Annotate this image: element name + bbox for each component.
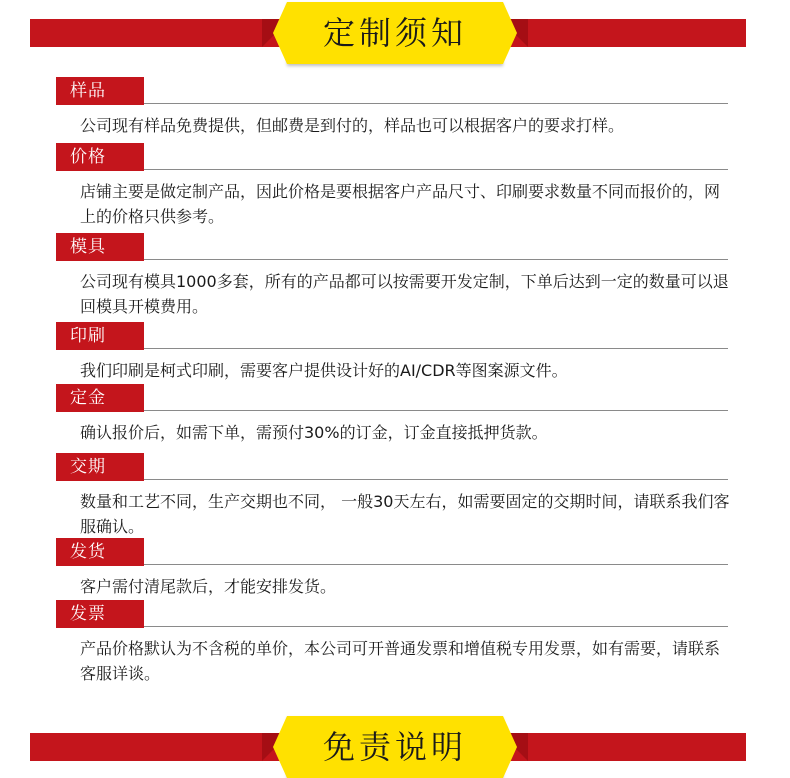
section-shipping	[56, 538, 728, 599]
top-banner	[0, 2, 790, 64]
banner-title: 免责说明	[322, 728, 467, 766]
section-tag: 样品	[56, 77, 144, 105]
section-tag: 交期	[56, 453, 144, 481]
banner-right-bar	[500, 19, 746, 47]
section-text: 公司现有模具1000多套，所有的产品都可以按需要开发定制，下单后达到一定的数量可以退回模具开模费用。	[80, 272, 729, 316]
section-text: 我们印刷是柯式印刷，需要客户提供设计好的AI/CDR等图案源文件。	[80, 361, 568, 380]
bottom-banner	[0, 716, 790, 778]
banner-right-bar	[500, 733, 746, 761]
section-header	[56, 538, 728, 566]
section-divider	[144, 259, 728, 260]
section-divider	[144, 348, 728, 349]
section-tag: 定金	[56, 384, 144, 412]
section-printing	[56, 322, 728, 383]
section-text: 数量和工艺不同，生产交期也不同， 一般30天左右，如需要固定的交期时间，请联系我们客服确认。	[80, 492, 730, 536]
section-divider	[144, 564, 728, 565]
section-divider	[144, 479, 728, 480]
banner-left-bar	[30, 733, 290, 761]
section-tag: 价格	[56, 143, 144, 171]
section-text: 产品价格默认为不含税的单价，本公司可开普通发票和增值税专用发票，如有需要，请联系客服详谈。	[80, 639, 721, 683]
section-divider	[144, 410, 728, 411]
banner-title-plate	[287, 2, 503, 64]
section-divider	[144, 626, 728, 627]
section-tag: 印刷	[56, 322, 144, 350]
banner-title: 定制须知	[322, 14, 467, 52]
section-header	[56, 600, 728, 628]
section-header	[56, 384, 728, 412]
section-divider	[144, 103, 728, 104]
section-sample	[56, 77, 728, 138]
section-text: 确认报价后，如需下单，需预付30%的订金，订金直接抵押货款。	[80, 423, 548, 442]
section-tag: 发票	[56, 600, 144, 628]
section-mold	[56, 233, 728, 319]
section-header	[56, 322, 728, 350]
section-header	[56, 143, 728, 171]
section-header	[56, 453, 728, 481]
section-price	[56, 143, 728, 229]
banner-left-bar	[30, 19, 290, 47]
section-header	[56, 77, 728, 105]
section-tag: 模具	[56, 233, 144, 261]
section-divider	[144, 169, 728, 170]
section-deposit	[56, 384, 728, 445]
section-text: 客户需付清尾款后，才能安排发货。	[80, 577, 337, 596]
section-tag: 发货	[56, 538, 144, 566]
section-text: 公司现有样品免费提供，但邮费是到付的，样品也可以根据客户的要求打样。	[80, 116, 625, 135]
section-header	[56, 233, 728, 261]
section-delivery-time	[56, 453, 728, 539]
section-invoice	[56, 600, 728, 686]
banner-title-plate	[287, 716, 503, 778]
section-text: 店铺主要是做定制产品，因此价格是要根据客户产品尺寸、印刷要求数量不同而报价的，网上的价格只供参考。	[80, 182, 721, 226]
